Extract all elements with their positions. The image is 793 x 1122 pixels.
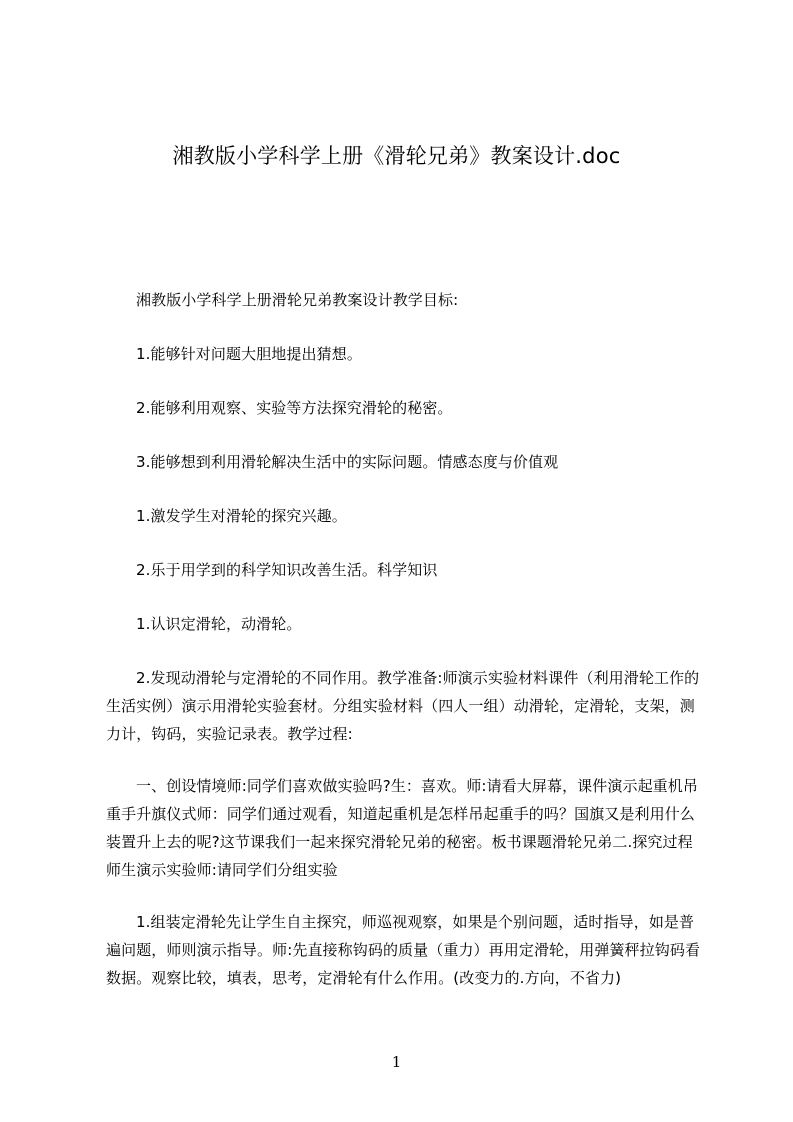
- document-title: 湘教版小学科学上册《滑轮兄弟》教案设计.doc: [172, 144, 621, 168]
- paragraph-process-intro: 一、创设情境师:同学们喜欢做实验吗?生：喜欢。师:请看大屏幕，课件演示起重机吊重手升旗仪式师：同学们通过观看，知道起重机是怎样吊起重手的吗？国旗又是利用什么装置升上去的呢?这节课我们一起来探究滑轮兄弟的秘密。板书课题滑轮兄弟二.探究过程师生演示实验师:请同学们分组实验: [106, 777, 698, 879]
- paragraph-goal-1: 1.能够针对问题大胆地提出猜想。: [136, 345, 362, 363]
- page-number: 1: [391, 1053, 402, 1071]
- paragraph-goal-3: 3.能够想到利用滑轮解决生活中的实际问题。情感态度与价值观: [136, 453, 559, 471]
- paragraph-goal-2: 2.能够利用观察、实验等方法探究滑轮的秘密。: [136, 399, 453, 417]
- document-body: [106, 286, 706, 992]
- paragraph-attitude-2: 2.乐于用学到的科学知识改善生活。科学知识: [136, 561, 438, 579]
- paragraph-knowledge-2: 2.发现动滑轮与定滑轮的不同作用。教学准备:师演示实验材料课件（利用滑轮工作的生活实例）演示用滑轮实验套材。分组实验材料（四人一组）动滑轮，定滑轮，支架，测力计，钩码，实验记录表。教学过程:: [106, 669, 700, 743]
- paragraph-teaching-goals: 湘教版小学科学上册滑轮兄弟教案设计教学目标:: [136, 291, 459, 309]
- paragraph-fixed-pulley: 1.组装定滑轮先让学生自主探究，师巡视观察，如果是个别问题，适时指导，如是普遍问题，师则演示指导。师:先直接称钩码的质量（重力）再用定滑轮，用弹簧秤拉钩码看数据。观察比较，填表，思考，定滑轮有什么作用。(改变力的.方向，不省力): [106, 913, 701, 987]
- paragraph-attitude-1: 1.激发学生对滑轮的探究兴趣。: [136, 507, 347, 525]
- paragraph-knowledge-1: 1.认识定滑轮，动滑轮。: [136, 615, 302, 633]
